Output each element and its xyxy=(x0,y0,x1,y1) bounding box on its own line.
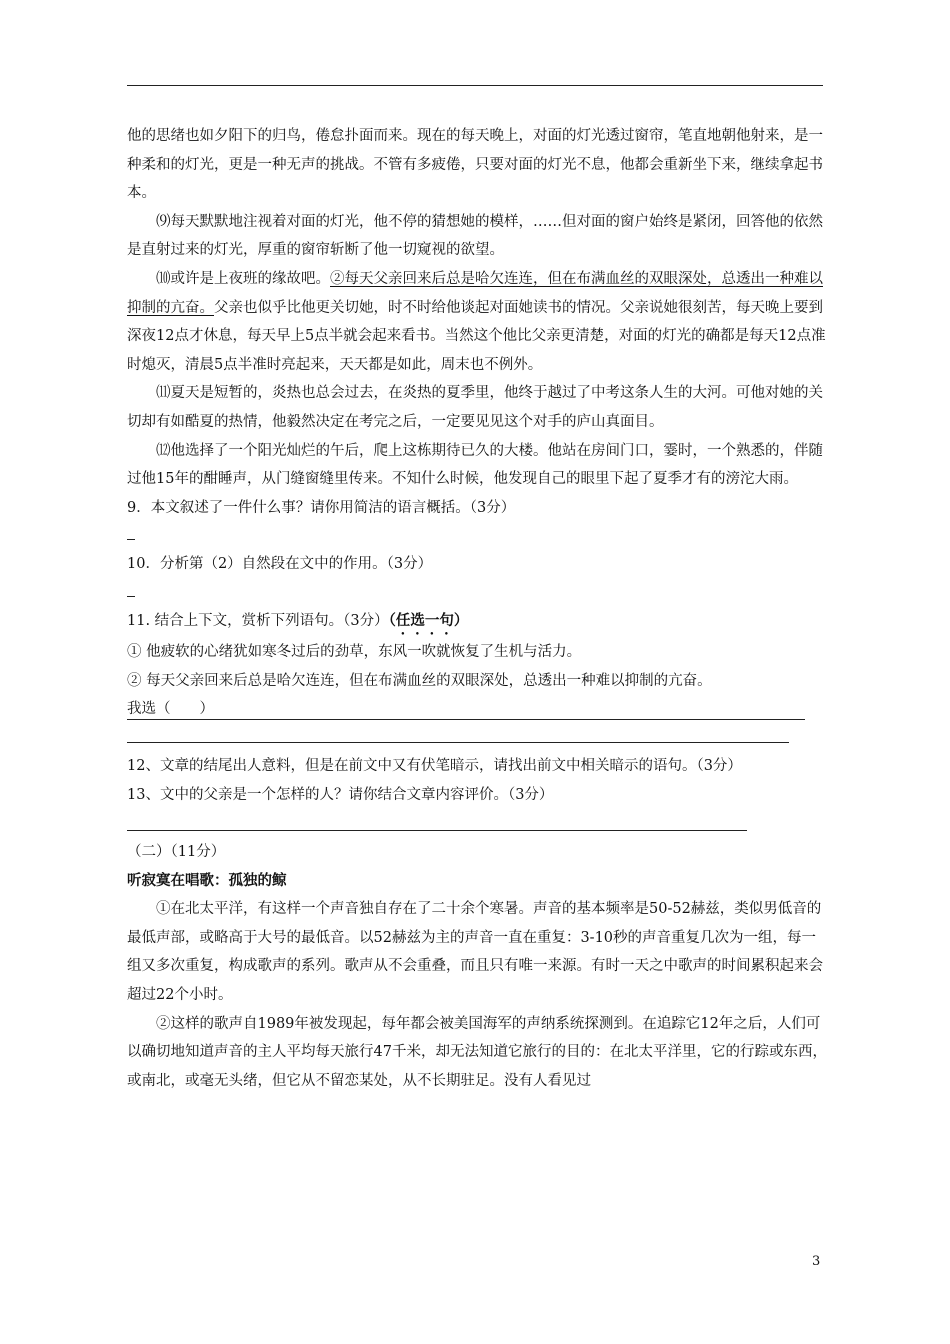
answer-blank-10[interactable] xyxy=(127,579,827,607)
page-number: 3 xyxy=(812,1254,821,1269)
paragraph-10-lead: ⑽或许是上夜班的缘故吧。 xyxy=(156,270,330,287)
choose-label: 我选（ ） xyxy=(127,701,214,718)
underline-13 xyxy=(127,830,747,831)
underline-11a xyxy=(127,719,805,720)
article-paragraph-2: ②这样的歌声自1989年被发现起，每年都会被美国海军的声纳系统探测到。在追踪它12年之后，人们可以确切地知道声音的主人平均每天旅行47千米，却无法知道它旅行的目的：在北太平洋里，它的行踪或东西，或南北，或毫无头绪，但它从不留恋某处，从不长期驻足。没有人看见过 xyxy=(127,1015,827,1089)
answer-line-11a[interactable] xyxy=(127,695,827,724)
paragraph-9: ⑼每天默默地注视着对面的灯光，他不停的猜想她的模样，……但对面的窗户始终是紧闭，回答他的依然是直射过来的灯光，厚重的窗帘斩断了他一切窥视的欲望。 xyxy=(127,213,823,259)
paragraph-continued: 他的思绪也如夕阳下的归鸟，倦怠扑面而来。现在的每天晚上，对面的灯光透过窗帘，笔直地朝他射来，是一种柔和的灯光，更是一种无声的挑战。不管有多疲倦，只要对面的灯光不息，他都会重新坐下来，继续拿起书本。 xyxy=(127,128,823,202)
question-10: 10．分析第（2）自然段在文中的作用。（3分） xyxy=(127,556,433,573)
article-paragraph-1: ①在北太平洋，有这样一个声音独自存在了二十余个寒暑。声音的基本频率是50-52赫兹，类似男低音的最低声部，或略高于大号的最低音。以52赫兹为主的声音一直在重复：3-10秒的声音重复几次为一组，每一组又多次重复，构成歌声的系列。歌声从不会重叠，而且只有唯一来源。有时一天之中歌声的时间累积起来会超过22个小时。 xyxy=(127,901,823,1004)
answer-blank-9[interactable] xyxy=(127,522,827,550)
paragraph-10-rest: 父亲也似乎比他更关切她，时不时给他谈起对面她读书的情况。父亲说她很刻苦，每天晚上要到深夜12点才休息，每天早上5点半就会起来看书。当然这个他比父亲更清楚，对面的灯光的确都是每天12点准时熄灭，清晨5点半准时亮起来，天天都是如此，周末也不例外。 xyxy=(127,299,826,373)
question-11-sentence-1: ① 他疲软的心绪犹如寒冬过后的劲草，东风一吹就恢复了生机与活力。 xyxy=(127,643,582,660)
article-title: 听寂寞在唱歌：孤独的鲸 xyxy=(127,871,287,889)
page-content xyxy=(127,122,827,1095)
underline-11b xyxy=(127,742,789,743)
question-9: 9．本文叙述了一件什么事？请你用简洁的语言概括。（3分） xyxy=(127,499,516,516)
header-rule xyxy=(127,85,823,86)
paragraph-12: ⑿他选择了一个阳光灿烂的午后，爬上这栋期待已久的大楼。他站在房间门口，霎时，一个熟悉的，伴随过他15年的酣睡声，从门缝窗缝里传来。不知什么时候，他发现自己的眼里下起了夏季才有的滂沱大雨。 xyxy=(127,442,823,488)
answer-line-11b[interactable] xyxy=(127,724,827,753)
question-11-text: 11. 结合上下文，赏析下列语句。（3分） xyxy=(127,612,389,629)
question-11-emphasis: （任选一句） xyxy=(388,611,469,629)
paragraph-10 xyxy=(127,265,827,379)
underlined-sentence-2: ②每天父亲回来后总是哈欠连连，但在布满血丝的双眼深处，总透出一种难以抑制的亢奋。 xyxy=(127,270,823,316)
question-11 xyxy=(127,607,827,638)
question-12: 12、文章的结尾出人意料，但是在前文中又有伏笔暗示，请找出前文中相关暗示的语句。（3分） xyxy=(127,758,742,775)
paragraph-11: ⑾夏天是短暂的，炎热也总会过去，在炎热的夏季里，他终于越过了中考这条人生的大河。可他对她的关切却有如酷夏的热情，他毅然决定在考完之后，一定要见见这个对手的庐山真面目。 xyxy=(127,385,823,430)
question-13: 13、文中的父亲是一个怎样的人？请你结合文章内容评价。（3分） xyxy=(127,786,554,803)
answer-line-13[interactable] xyxy=(127,809,827,838)
question-11-sentence-2: ② 每天父亲回来后总是哈欠连连，但在布满血丝的双眼深处，总透出一种难以抑制的亢奋。 xyxy=(127,672,712,689)
section-2-heading: （二）（11分） xyxy=(127,844,226,861)
